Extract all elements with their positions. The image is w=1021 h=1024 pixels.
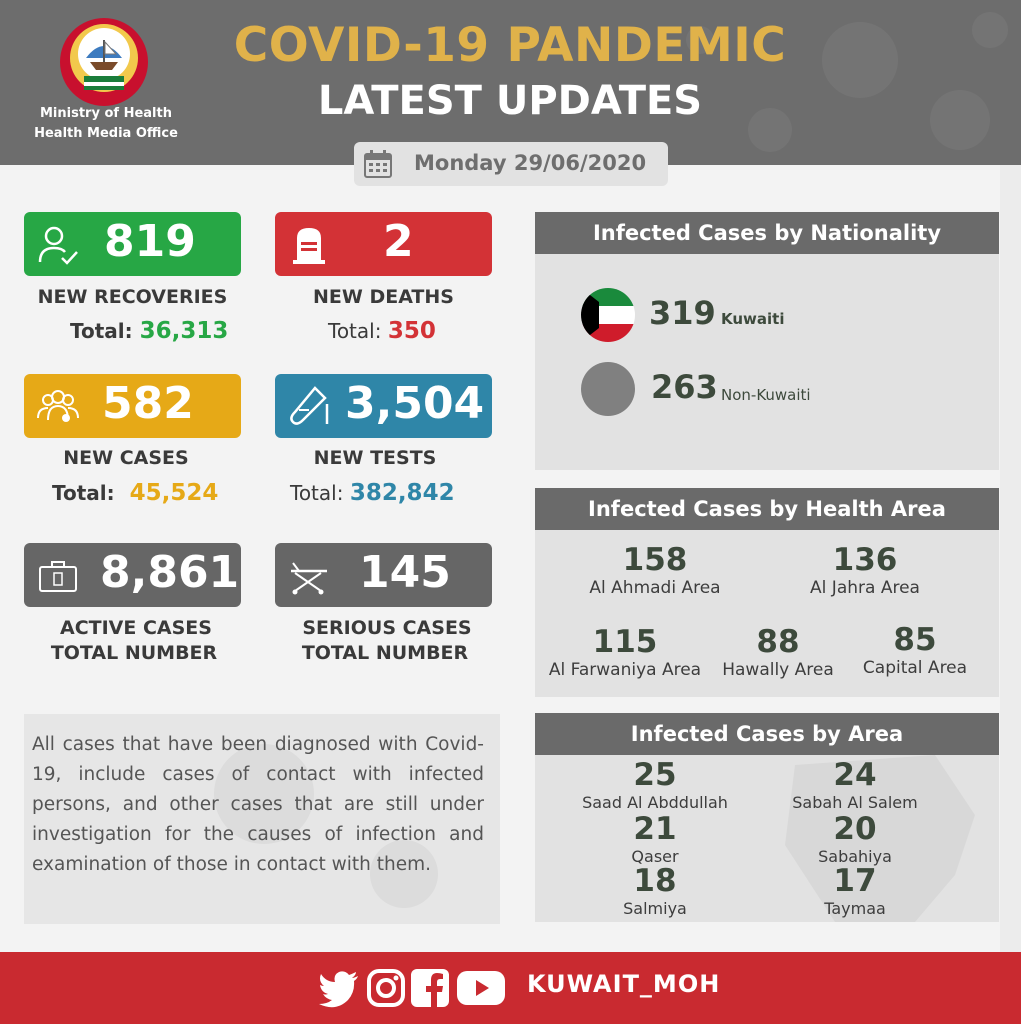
cases-total-value: 45,524 [129, 480, 219, 506]
health-area-label: Al Farwaniya Area [548, 660, 702, 680]
active-label-1: ACTIVE CASES [60, 617, 212, 639]
health-area-label: Hawally Area [722, 660, 834, 680]
active-label-2: TOTAL NUMBER [50, 642, 218, 664]
serious-box [275, 543, 492, 607]
sub-title: LATEST UPDATES [317, 78, 703, 124]
tests-total-value: 382,842 [349, 480, 455, 506]
youtube-icon[interactable] [456, 968, 506, 1008]
area-label: Saad Al Abddullah [582, 793, 728, 812]
kuwait-emblem-logo [56, 14, 152, 110]
date-badge [354, 142, 668, 186]
recoveries-total-value: 36,313 [139, 318, 229, 344]
nationality-panel-title: Infected Cases by Nationality [535, 212, 999, 254]
briefcase-icon [36, 553, 80, 597]
total-label: Total: [290, 481, 344, 505]
recoveries-box [24, 212, 241, 276]
area-label: Sabahiya [818, 847, 892, 866]
health-area-label: Capital Area [862, 658, 968, 678]
cases-total [52, 480, 218, 506]
serious-value: 145 [359, 547, 451, 598]
health-area-value: 85 [893, 622, 937, 658]
health-area-label: Al Ahmadi Area [589, 578, 721, 598]
area-value: 17 [833, 863, 877, 899]
deaths-value: 2 [383, 216, 414, 267]
area-value: 20 [833, 811, 877, 847]
area-label: Qaser [631, 847, 679, 866]
area-value: 21 [633, 811, 677, 847]
kuwaiti-label: Kuwaiti [721, 310, 785, 328]
kuwaiti-value: 319 [649, 294, 716, 332]
health-area-panel-title: Infected Cases by Health Area [535, 488, 999, 530]
health-area-value: 88 [756, 624, 800, 660]
health-area-value: 136 [832, 542, 898, 578]
recoveries-total [70, 318, 228, 344]
nationality-panel [535, 254, 999, 470]
tests-total [290, 480, 455, 506]
deaths-box [275, 212, 492, 276]
deaths-total-value: 350 [387, 318, 436, 344]
instagram-icon[interactable] [366, 968, 406, 1008]
cases-label: NEW CASES [63, 447, 189, 469]
main-title: COVID-19 PANDEMIC [233, 18, 787, 73]
health-area-value: 115 [592, 624, 658, 660]
recovered-person-icon [36, 222, 80, 266]
org-line-2: Health Media Office [34, 126, 178, 141]
non-kuwaiti-value: 263 [651, 368, 718, 406]
cases-box [24, 374, 241, 438]
recoveries-label: NEW RECOVERIES [37, 286, 228, 308]
area-label: Sabah Al Salem [792, 793, 918, 812]
area-panel [535, 755, 999, 922]
health-area-value: 158 [622, 542, 688, 578]
area-value: 25 [633, 757, 677, 793]
org-line-1: Ministry of Health [40, 106, 172, 121]
header [0, 0, 1021, 165]
area-label: Salmiya [623, 899, 687, 918]
tests-box [275, 374, 492, 438]
info-note-text: All cases that have been diagnosed with Covid-19, include cases of contact with infected persons, and other cases that are still under investigation for the causes of infection and examination of those in contact with them. [32, 734, 484, 875]
health-area-panel [535, 530, 999, 697]
active-box [24, 543, 241, 607]
calendar-icon [362, 148, 394, 180]
kuwait-flag-icon [581, 288, 635, 342]
serious-label-2: TOTAL NUMBER [301, 642, 469, 664]
tests-value: 3,504 [345, 378, 485, 429]
date-text: Monday 29/06/2020 [414, 151, 647, 175]
facebook-icon[interactable] [410, 968, 450, 1008]
total-label: Total: [52, 481, 115, 505]
tests-label: NEW TESTS [313, 447, 437, 469]
info-note-box [24, 714, 500, 924]
area-value: 18 [633, 863, 677, 899]
total-label: Total: [70, 319, 133, 343]
health-area-label: Al Jahra Area [810, 578, 920, 598]
stretcher-icon [287, 553, 331, 597]
group-virus-icon [36, 384, 80, 428]
tombstone-icon [287, 222, 331, 266]
social-handle[interactable]: KUWAIT_MOH [527, 970, 721, 998]
deaths-total [328, 318, 436, 344]
total-label: Total: [328, 319, 382, 343]
deaths-label: NEW DEATHS [313, 286, 454, 308]
twitter-icon[interactable] [318, 968, 360, 1008]
area-label: Taymaa [824, 899, 886, 918]
cases-value: 582 [102, 378, 194, 429]
non-kuwaiti-circle-icon [581, 362, 635, 416]
footer [0, 952, 1021, 1024]
test-tube-icon [287, 384, 331, 428]
recoveries-value: 819 [104, 216, 196, 267]
area-value: 24 [833, 757, 877, 793]
area-panel-title: Infected Cases by Area [535, 713, 999, 755]
serious-label-1: SERIOUS CASES [302, 617, 472, 639]
active-value: 8,861 [100, 547, 240, 598]
non-kuwaiti-label: Non-Kuwaiti [721, 386, 811, 404]
